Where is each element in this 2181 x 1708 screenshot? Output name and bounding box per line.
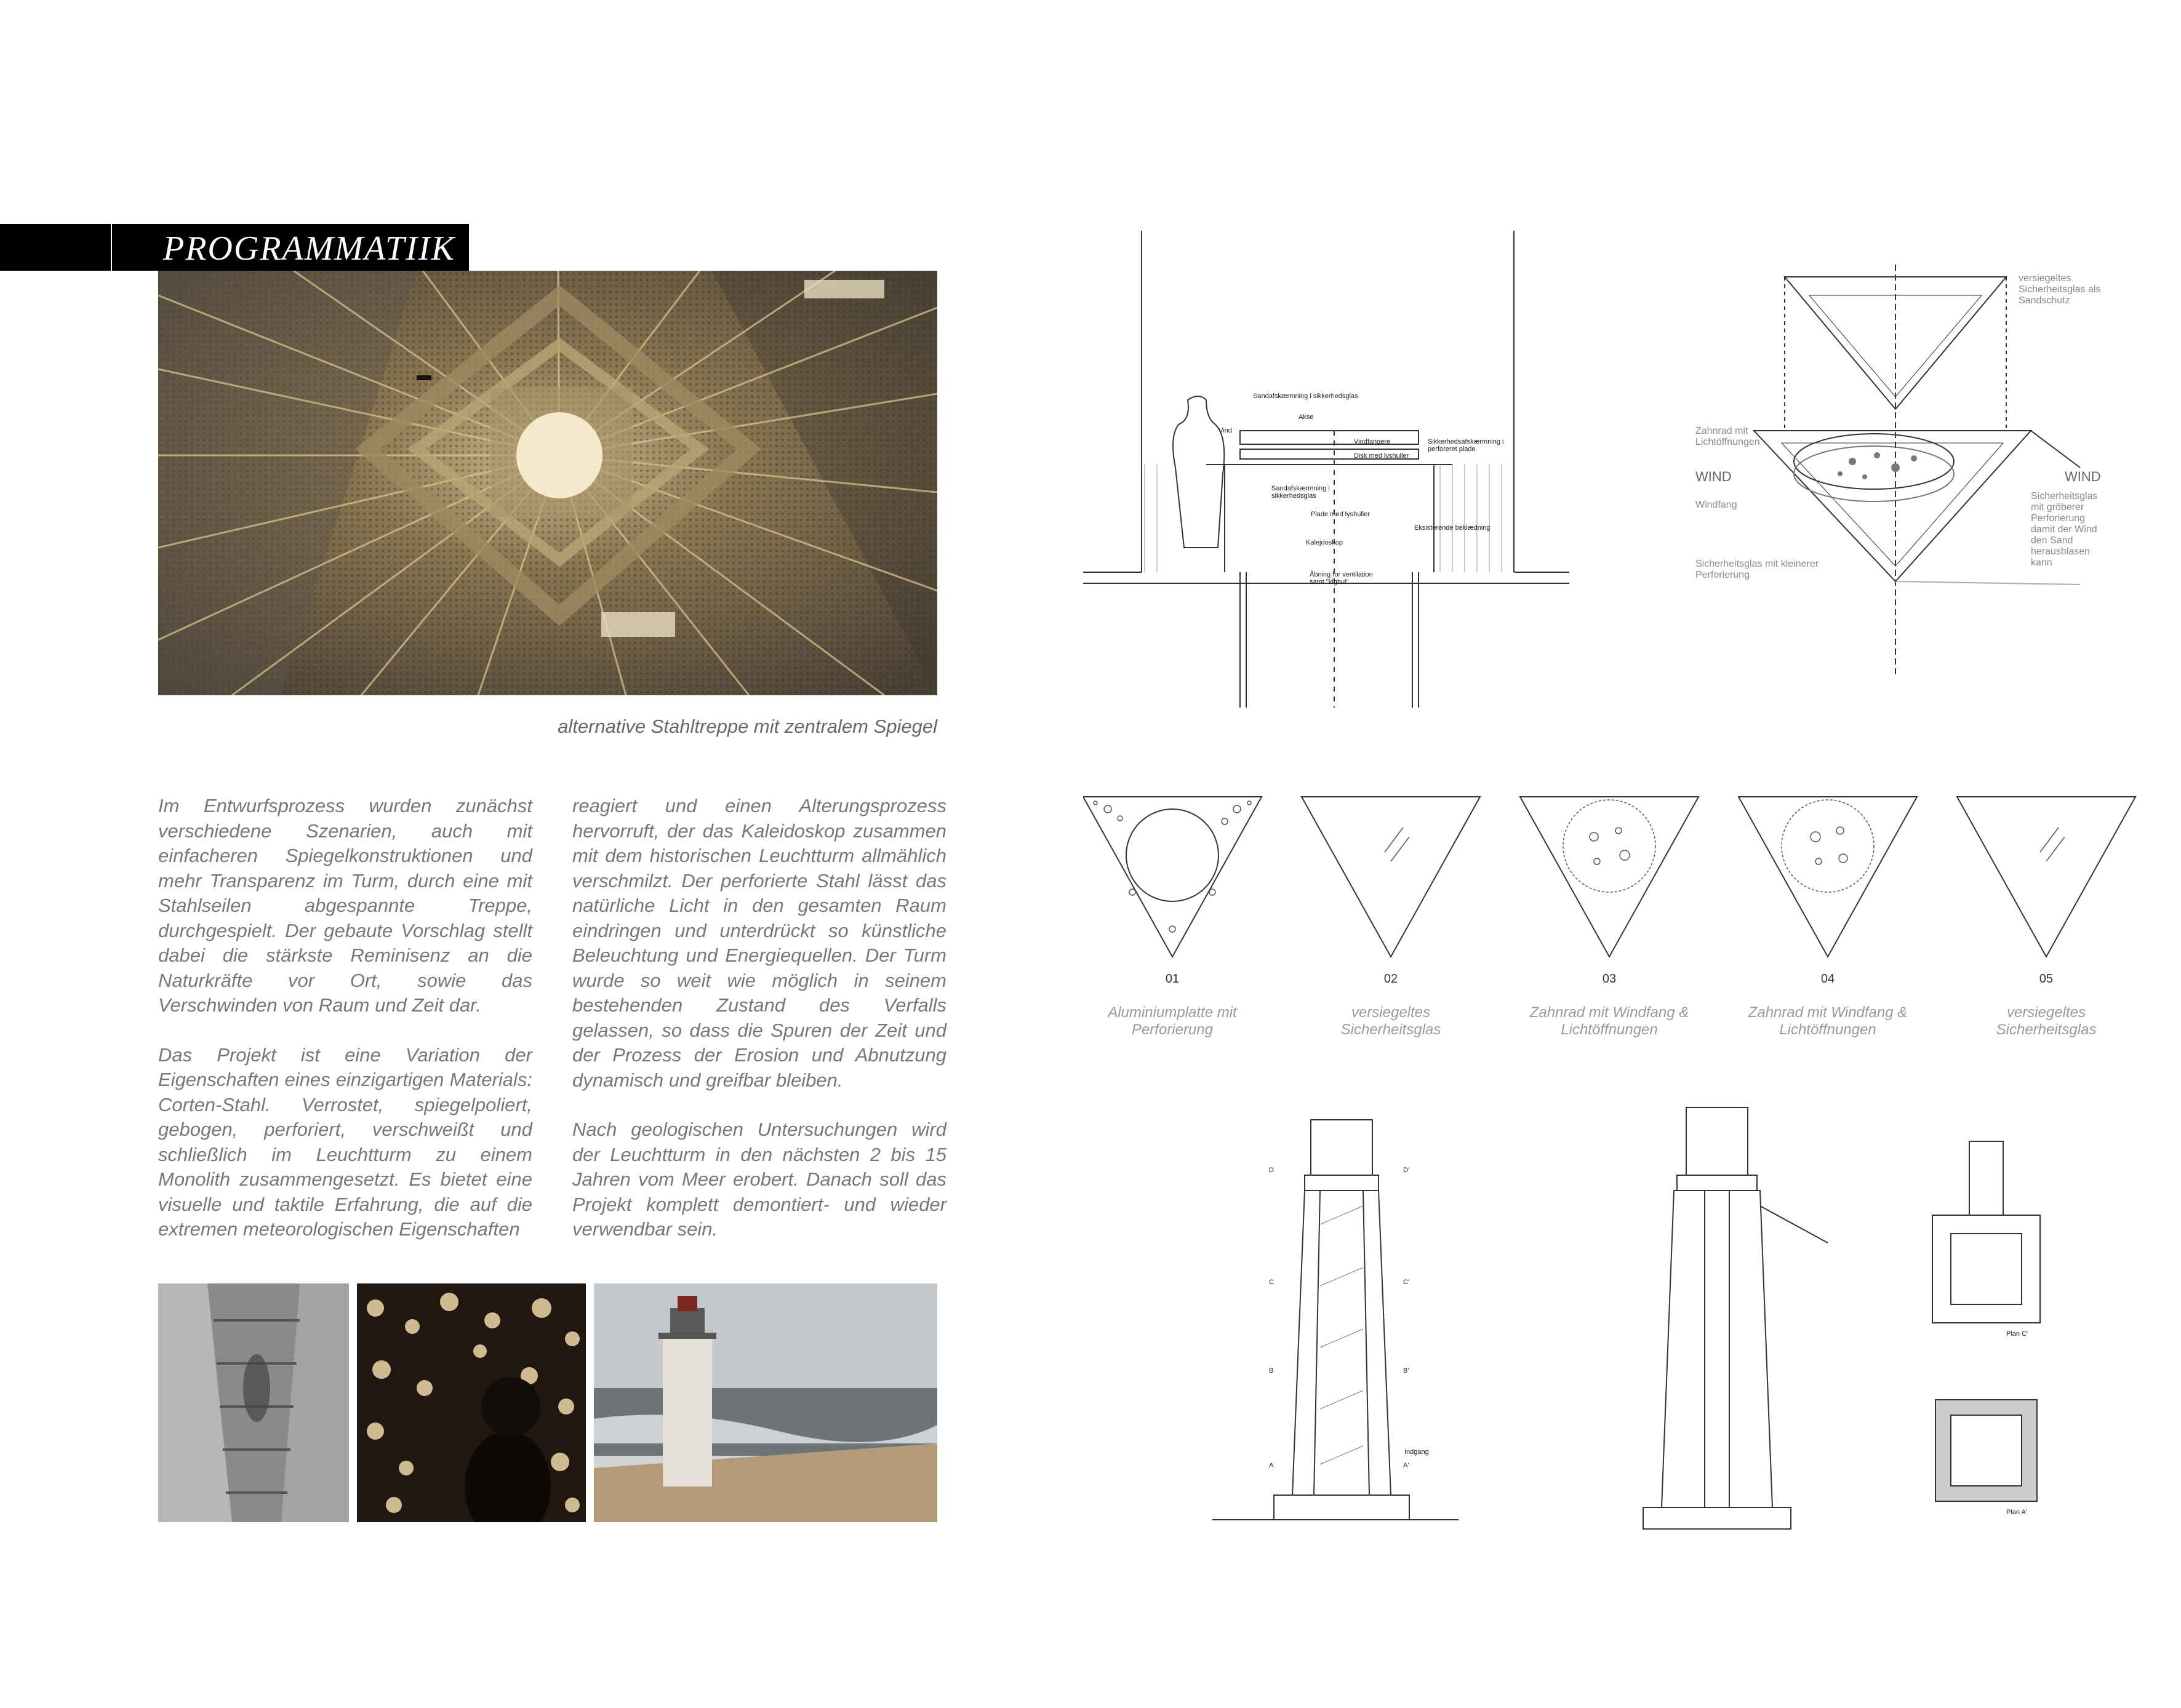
photo-bokeh <box>357 1283 586 1522</box>
label: Plade med lyshuller <box>1311 511 1370 518</box>
label: Disk med lyshuller <box>1354 452 1409 460</box>
label: Kalejdoskop <box>1306 539 1343 546</box>
entry-label: Indgang <box>1404 1448 1429 1456</box>
photo-corridor <box>158 1283 349 1522</box>
paragraph: Im Entwurfsprozess wurden zunächst verschiedene Szenarien, auch mit einfacheren Spiegelkonstruktionen und mehr Transparenz im Turm, durch eine mit Stahlseilen abgespannte Treppe, durchgespielt. Der gebaute Vorschlag stellt dabei die stärkste Reminisenz an die Naturkräfte vor Ort, sowie das Verschwinden von Raum und Zeit dar. <box>158 795 532 1016</box>
photo-lighthouse <box>594 1283 937 1522</box>
hero-image-staircase <box>158 271 937 695</box>
layer-label: Aluminiumplatte mit Perforierung <box>1108 1004 1237 1038</box>
section-mark: A' <box>1403 1462 1409 1469</box>
layer-triangles <box>1083 794 2172 960</box>
paragraph: Nach geologischen Untersuchungen wird der Leuchtturm in den nächsten 2 bis 15 Jahren vom Meer erobert. Danach soll das Projekt komplett demontiert- und wieder verwendbar sein. <box>572 1119 946 1240</box>
paragraph: reagiert und einen Alterungsprozess hervorruft, der das Kaleidoskop zusammen mit dem historischen Leuchtturm allmählich verschmilzt. Der perforierte Stahl lässt das natürliche Licht in den gesamten Raum eindringen und unterdrückt so künstliche Beleuchtung und Energiequellen. Der Turm wurde so weit wie möglich in seinem bestehenden Zustand des Verfalls gelassen, so dass die Spuren der Zeit und der Prozess der Erosion und Abnutzung dynamisch und greifbar bleiben. <box>572 795 946 1091</box>
layer-number: 03 <box>1602 972 1617 986</box>
label: Sandafskærmning i sikkerhedsglas <box>1271 485 1330 500</box>
label: WIND <box>1695 469 1732 484</box>
label: Sicherheitsglas mit kleinerer Perforierung <box>1695 559 1819 580</box>
layer-label: versiegeltes Sicherheitsglas <box>1996 1004 2097 1038</box>
lighthouse-section-drawings <box>1212 1083 2092 1538</box>
section-drawing-kaleidoscope <box>1083 228 1569 708</box>
title-bar-left <box>0 224 111 271</box>
label: Zahnrad mit Lichtöffnungen <box>1695 426 1760 447</box>
section-mark: B' <box>1403 1367 1409 1375</box>
label: versiegeltes Sicherheitsglas als Sandschutz <box>2019 273 2101 306</box>
section-mark: A <box>1269 1462 1274 1469</box>
text-column-left <box>158 794 532 1267</box>
label: Sikkerhedsafskærmning i perforeret plade <box>1428 438 1504 453</box>
plan-label: Plan A' <box>2006 1509 2027 1516</box>
section-mark: B <box>1269 1367 1274 1375</box>
layer-label: versiegeltes Sicherheitsglas <box>1340 1004 1441 1038</box>
paragraph: Das Projekt ist eine Variation der Eigenschaften eines einzigartigen Materials: Corten-Stahl. Verrostet, spiegelpoliert, gebogen, perforiert, verschweißt und schließlich im Leuchtturm zu einem Monolith zusammengesetzt. Es bietet eine visuelle und taktile Erfahrung, die auf die extremen meteorologischen Eigenschaften <box>158 1044 532 1240</box>
layer-number: 01 <box>1165 972 1180 986</box>
page-title: PROGRAMMATIIK <box>163 229 455 268</box>
section-mark: D <box>1269 1167 1274 1174</box>
label: Eksisterende beklædning <box>1414 524 1491 532</box>
label: Vind <box>1219 427 1232 434</box>
text-column-right <box>572 794 946 1267</box>
label: Akse <box>1299 413 1314 421</box>
hero-caption: alternative Stahltreppe mit zentralem Spiegel <box>558 716 937 737</box>
label: WIND <box>2065 469 2101 484</box>
plan-label: Plan C' <box>2006 1330 2028 1338</box>
layer-number: 04 <box>1820 972 1835 986</box>
section-mark: C <box>1269 1279 1274 1286</box>
label: Åbning for ventilation samt "kighul" <box>1310 571 1373 586</box>
label: Sicherheitsglas mit gröberer Perforierung damit der Wind den Sand herausblasen kann <box>2031 491 2098 568</box>
label: Vindfangere <box>1354 438 1391 445</box>
section-mark: D' <box>1403 1167 1410 1174</box>
layer-number: 02 <box>1383 972 1398 986</box>
section-mark: C' <box>1403 1279 1410 1286</box>
layer-number: 05 <box>2039 972 2054 986</box>
layer-label: Zahnrad mit Windfang & Lichtöffnungen <box>1529 1004 1689 1038</box>
layer-label: Zahnrad mit Windfang & Lichtöffnungen <box>1748 1004 1908 1038</box>
label: Windfang <box>1695 500 1737 510</box>
label: Sandafskærmning i sikkerhedsglas <box>1253 393 1358 400</box>
